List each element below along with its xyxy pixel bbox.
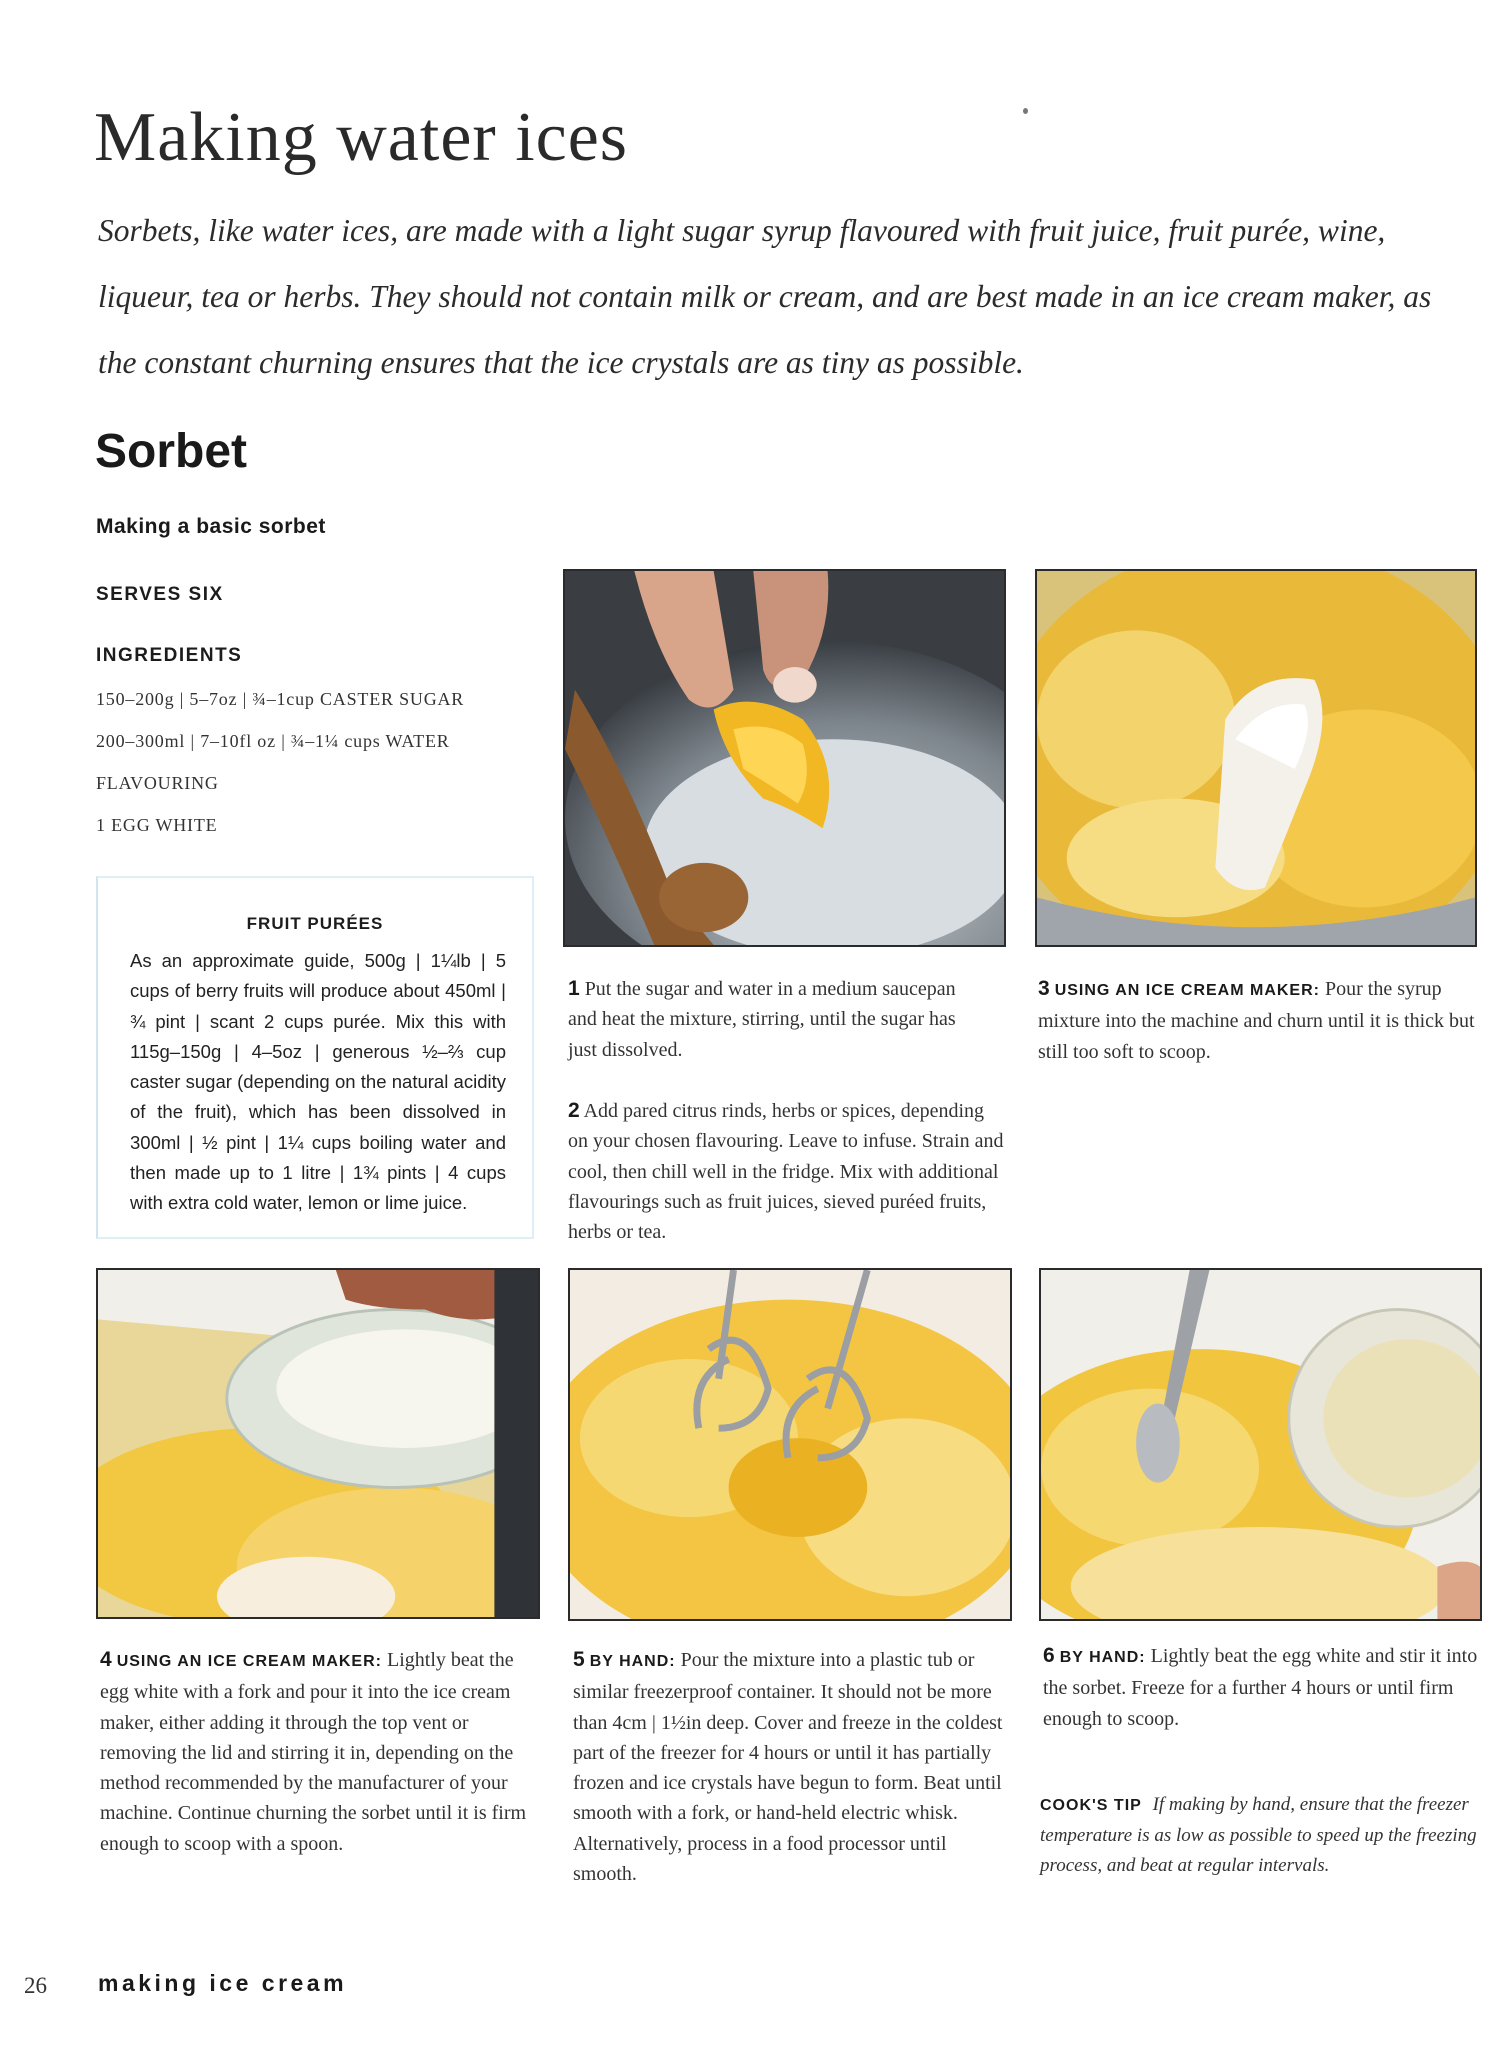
step-text: Pour the syrup mixture into the machine and churn until it is thick but still too soft to scoop. [1038,978,1475,1063]
step-lead: USING AN ICE CREAM MAKER: [116,1653,382,1670]
step-text: Lightly beat the egg white with a fork and pour it into the ice cream maker, either adding it through the top vent or removing the lid and stirring it in, depending on the method recommended by the manufacturer of your machine. Continue churning the sorbet until it is firm enough to scoop with a spoon. [100,1649,527,1855]
fruit-purees-box [96,876,534,1239]
step-text: Lightly beat the egg white and stir it into the sorbet. Freeze for a further 4 hours or until firm enough to scoop. [1043,1645,1478,1730]
fruit-purees-title: FRUIT PURÉES [246,914,384,933]
spoon-stir-photo [1039,1268,1482,1621]
footer-running-title: making ice cream [98,1970,348,1996]
step-text: Pour the mixture into a plastic tub or similar freezerproof container. It should not be more than 4cm | 1½in deep. Cover and freeze in the coldest part of the freezer for 4 hours or until it has partially frozen and ice crystals have begun to form. Beat until smooth with a fork, or hand-held electric whisk. Alternatively, process in a food processor until smooth. [573,1649,1003,1886]
section-heading: Sorbet [95,425,248,478]
step-1 [568,974,988,1065]
electric-whisk-photo [568,1268,1012,1621]
step-lead: BY HAND: [589,1653,676,1670]
step-lead: BY HAND: [1059,1649,1146,1666]
ingredient-item: 150–200g | 5–7oz | ¾–1cup CASTER SUGAR [96,689,465,709]
step-3 [1038,974,1480,1067]
step-number: 4 [100,1648,112,1671]
cooks-tip-label: COOK'S TIP [1040,1797,1142,1814]
intro-paragraph: Sorbets, like water ices, are made with a light sugar syrup flavoured with fruit juice, fruit purée, wine, liqueur, tea or herbs. They should not contain milk or cream, and are best made in an ice cream maker, as the constant churning ensures that the ice crystals are as tiny as possible. [98,213,1432,380]
serves-label: SERVES SIX [96,584,224,605]
fruit-purees-body: As an approximate guide, 500g | 1¼lb | 5 cups of berry fruits will produce about 450ml | ¾ pint | scant 2 cups purée. Mix this with 115g–150g | 4–5oz | generous ½–⅔ cup caster sugar (depending on the natural acidity of the fruit), which has been dissolved in 300ml | ½ pint | 1¼ cups boiling water and then made up to 1 litre | 1¾ pints | 4 cups with extra cold water, lemon or lime juice. [130,950,506,1214]
lemon-peel-photo [563,569,1006,947]
ice-cream-maker-photo [1035,569,1477,947]
ingredients-label: INGREDIENTS [96,645,243,666]
step-number: 3 [1038,977,1050,1000]
step-6 [1043,1641,1483,1734]
step-number: 6 [1043,1644,1055,1667]
ingredient-item: 1 EGG WHITE [96,815,218,835]
step-number: 2 [568,1099,580,1122]
ingredient-item: 200–300ml | 7–10fl oz | ¾–1¼ cups WATER [96,731,450,751]
cooks-tip [1040,1790,1480,1881]
step-text: Add pared citrus rinds, herbs or spices, depending on your chosen flavouring. Leave to infuse. Strain and cool, then chill well in the fridge. Mix with additional flavourings such as fruit juices, sieved puréed fruits, herbs or tea. [568,1100,1004,1244]
page-number: 26 [24,1973,47,1998]
step-text: Put the sugar and water in a medium saucepan and heat the mixture, stirring, until the sugar has just dissolved. [568,978,956,1061]
step-number: 1 [568,977,580,1000]
recipe-subheading: Making a basic sorbet [96,515,326,538]
step-4 [100,1645,540,1859]
step-5 [573,1645,1013,1889]
page-title: Making water ices [94,99,629,176]
egg-white-photo [96,1268,540,1619]
cooks-tip-text: If making by hand, ensure that the freezer temperature is as low as possible to speed up the freezing process, and beat at regular intervals. [1040,1794,1477,1876]
step-2 [568,1096,1008,1247]
ingredient-item: FLAVOURING [96,773,219,793]
step-number: 5 [573,1648,585,1671]
step-lead: USING AN ICE CREAM MAKER: [1054,982,1320,999]
page-speck [1023,108,1028,114]
